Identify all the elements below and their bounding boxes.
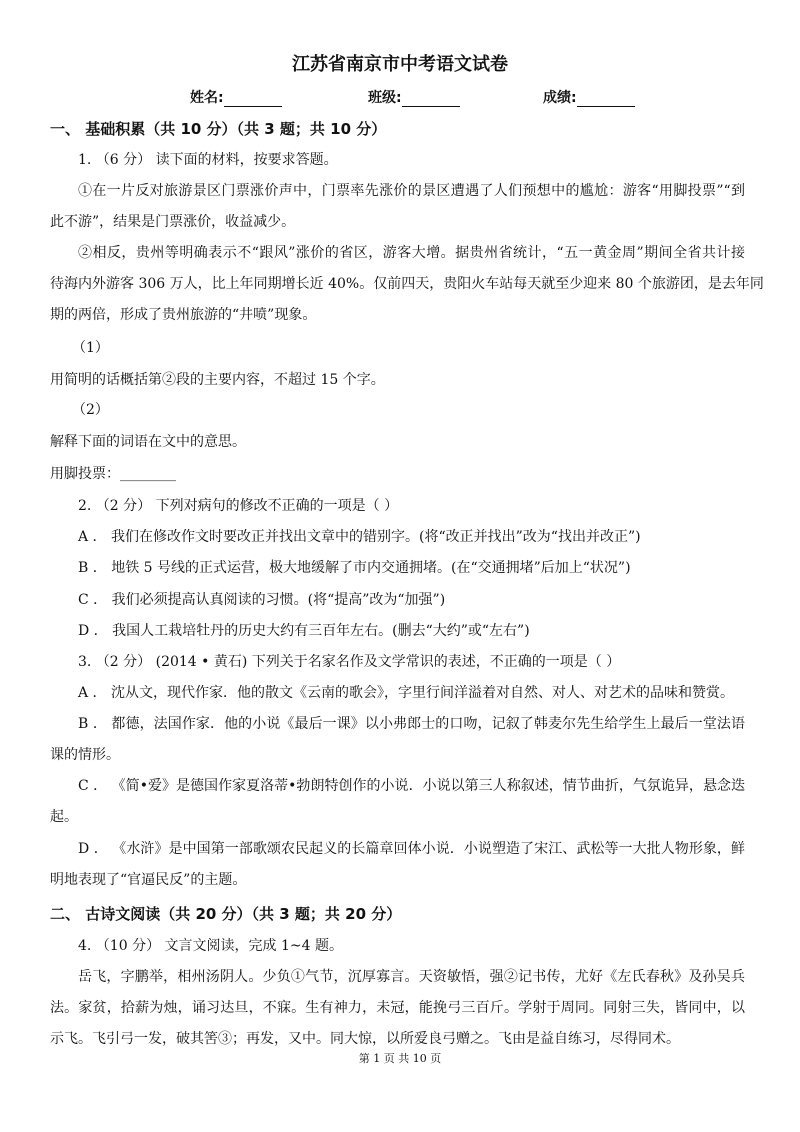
section-heading-1: 一、 基础积累（共 10 分）（共 3 题；共 10 分） [50, 120, 387, 138]
q3-option-a[interactable]: A ． 沈从文，现代作家．他的散文《云南的歌会》，字里行间洋溢着对自然、对人、对艺术的品味和赞赏。 [78, 685, 735, 701]
score-label: 成绩: [543, 90, 577, 106]
name-field[interactable] [190, 87, 282, 107]
sub-question-1-number: （1） [72, 340, 109, 356]
class-field[interactable] [368, 87, 460, 107]
q3-option-c-continued[interactable]: 起。 [50, 809, 78, 825]
score-field[interactable] [543, 87, 635, 107]
q4-passage-line: 岳飞，字鹏举，相州汤阴人。少负①气节，沉厚寡言。天资敏悟，强②记书传，尤好《左氏春秋》及孙吴兵 [78, 969, 745, 985]
score-blank[interactable] [577, 92, 635, 107]
q3-option-d-continued[interactable]: 明地表现了“官逼民反”的主题。 [50, 872, 247, 888]
q2-option-c[interactable]: C ． 我们必须提高认真阅读的习惯。(将“提高”改为“加强”) [78, 592, 446, 608]
sub-question-2-text: 解释下面的词语在文中的意思。 [50, 434, 246, 450]
q1-paragraph-1-line: 此不游”，结果是门票涨价，收益减少。 [50, 214, 296, 230]
q3-option-b[interactable]: B ． 都德，法国作家．他的小说《最后一课》以小弗郎士的口吻，记叙了韩麦尔先生给学生上最后一堂法语 [78, 716, 745, 732]
sub-question-2-answer-blank[interactable]: 用脚投票：________ [50, 466, 176, 482]
question-4-stem: 4. （10 分） 文言文阅读，完成 1~4 题。 [78, 938, 343, 954]
question-3-stem: 3. （2 分） (2014 • 黄石) 下列关于名家名作及文学常识的表述，不正确的一项是（ ） [78, 654, 621, 670]
q2-option-b[interactable]: B ． 地铁 5 号线的正式运营，极大地缓解了市内交通拥堵。(在“交通拥堵”后加上“状况”) [78, 560, 631, 576]
page-footer: 第 1 页 共 10 页 [358, 1052, 442, 1065]
class-blank[interactable] [402, 92, 460, 107]
q4-passage-line: 示飞。飞引弓一发，破其筈③；再发，又中。同大惊，以所爱良弓赠之。飞由是益自练习，尽得同术。 [50, 1031, 680, 1047]
q1-paragraph-2-line: 期的两倍，形成了贵州旅游的“井喷”现象。 [50, 307, 317, 323]
q3-option-b-continued[interactable]: 课的情形。 [50, 747, 120, 763]
class-label: 班级: [368, 90, 402, 106]
sub-question-1-text: 用简明的话概括第②段的主要内容，不超过 15 个字。 [50, 372, 385, 388]
name-label: 姓名: [190, 90, 224, 106]
sub-question-2-number: （2） [72, 402, 109, 418]
section-heading-2: 二、 古诗文阅读（共 20 分）（共 3 题；共 20 分） [50, 905, 402, 923]
q1-paragraph-2-line: ②相反，贵州等明确表示不“跟风”涨价的省区，游客大增。据贵州省统计，“五一黄金周”期间全省共计接 [78, 245, 745, 261]
q1-paragraph-2-line: 待海内外游客 306 万人，比上年同期增长近 40%。仅前四天，贵阳火车站每天就至少迎来 80 个旅游团，是去年同 [50, 276, 764, 292]
q4-passage-line: 法。家贫，拾薪为烛，诵习达旦，不寐。生有神力，未冠，能挽弓三百斤。学射于周同。同射三失，皆同中，以 [50, 1000, 745, 1016]
q3-option-c[interactable]: C ． 《简•爱》是德国作家夏洛蒂•勃朗特创作的小说．小说以第三人称叙述，情节曲折，气氛诡异，悬念迭 [78, 778, 745, 794]
q2-option-d[interactable]: D ． 我国人工栽培牡丹的历史大约有三百年左右。(删去“大约”或“左右”) [78, 623, 530, 639]
name-blank[interactable] [224, 92, 282, 107]
q2-option-a[interactable]: A ． 我们在修改作文时要改正并找出文章中的错别字。(将“改正并找出”改为“找出并改正”) [78, 529, 641, 545]
question-1-stem: 1. （6 分） 读下面的材料，按要求答题。 [78, 152, 338, 168]
q3-option-d[interactable]: D ． 《水浒》是中国第一部歌颂农民起义的长篇章回体小说．小说塑造了宋江、武松等一大批人物形象，鲜 [78, 841, 745, 857]
q1-paragraph-1-line: ①在一片反对旅游景区门票涨价声中，门票率先涨价的景区遭遇了人们预想中的尴尬：游客“用脚投票”“到 [78, 183, 745, 199]
question-2-stem: 2. （2 分） 下列对病句的修改不正确的一项是（ ） [78, 498, 399, 514]
page-title: 江苏省南京市中考语文试卷 [292, 54, 508, 75]
